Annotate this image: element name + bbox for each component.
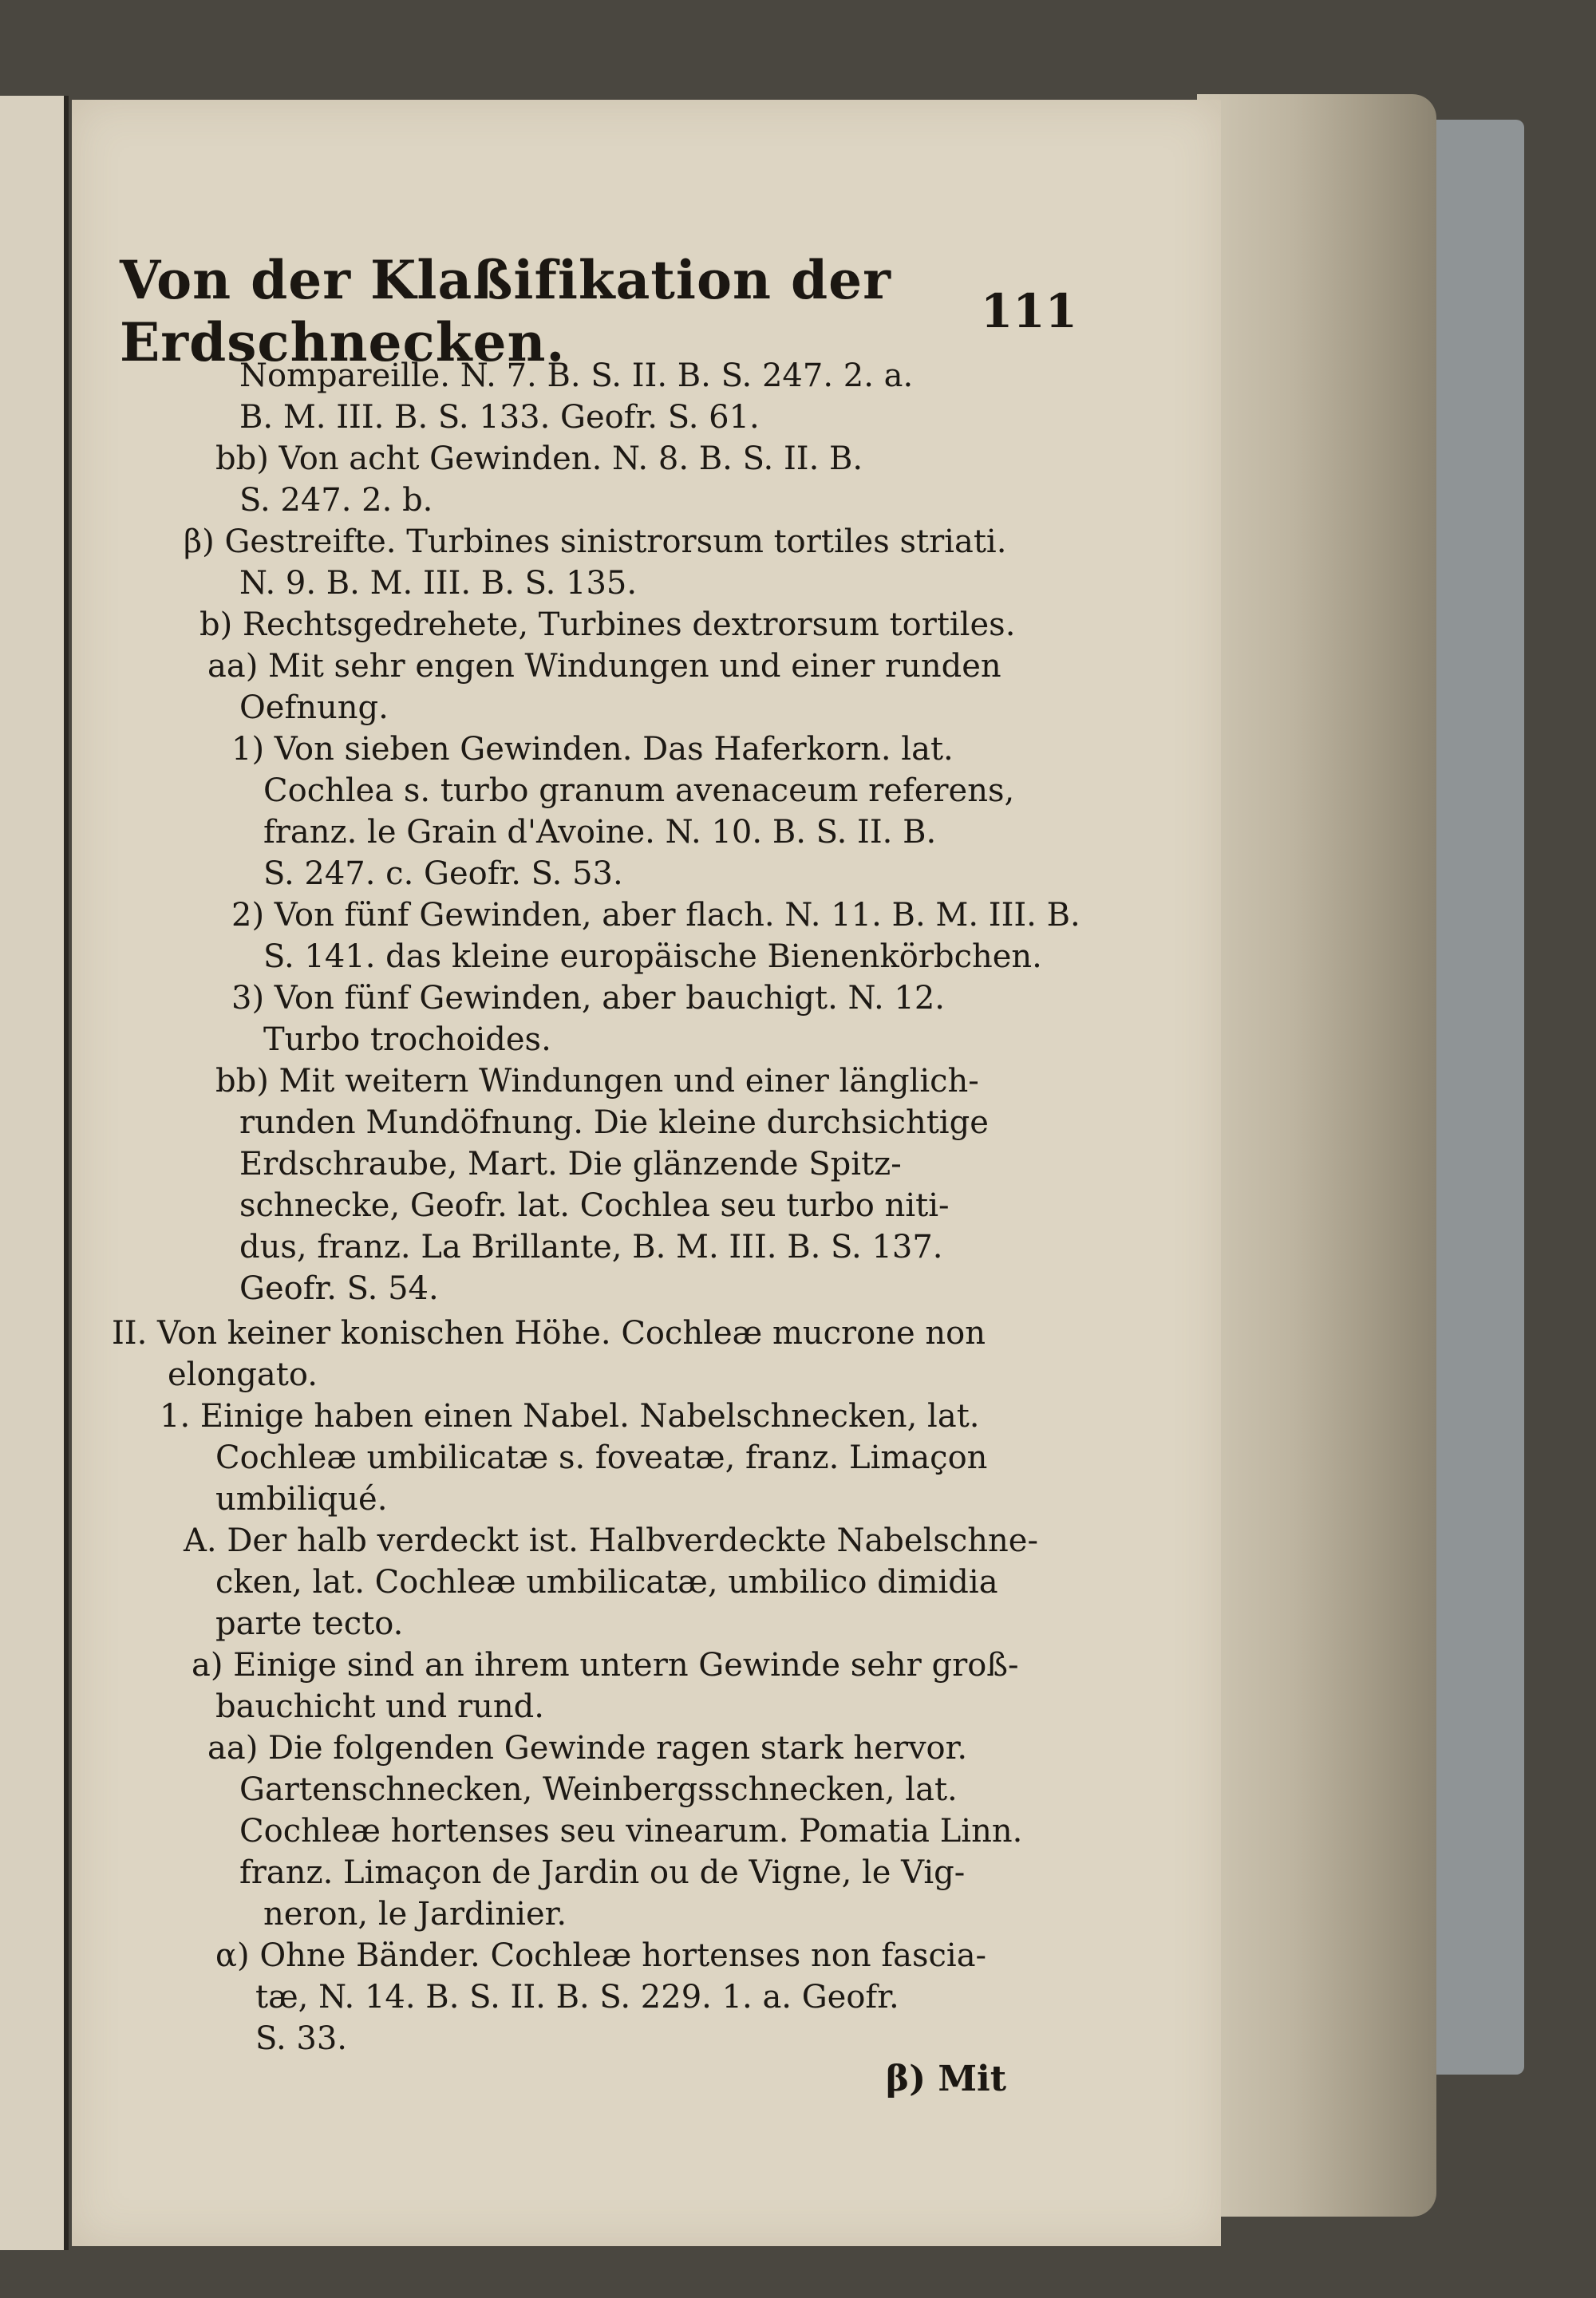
- text-line: a) Einige sind an ihrem untern Gewinde sehr groß-: [192, 1647, 1019, 1684]
- book-page: [72, 100, 1221, 2246]
- text-line: franz. Limaçon de Jardin ou de Vigne, le Vig-: [239, 1854, 966, 1891]
- text-line: elongato.: [168, 1356, 318, 1393]
- text-line: bb) Von acht Gewinden. N. 8. B. S. II. B.: [215, 440, 863, 477]
- text-line: umbiliqué.: [215, 1481, 388, 1518]
- text-line: runden Mundöfnung. Die kleine durchsichtige: [239, 1104, 989, 1141]
- text-line: S. 141. das kleine europäische Bienenkörbchen.: [263, 938, 1042, 975]
- text-line: S. 247. 2. b.: [239, 482, 433, 519]
- text-line: 1. Einige haben einen Nabel. Nabelschnecken, lat.: [160, 1398, 980, 1435]
- text-line: α) Ohne Bänder. Cochleæ hortenses non fascia-: [215, 1937, 987, 1974]
- text-line: Erdschraube, Mart. Die glänzende Spitz-: [239, 1146, 902, 1183]
- text-line: Cochleæ hortenses seu vinearum. Pomatia Linn.: [239, 1813, 1023, 1850]
- text-line: franz. le Grain d'Avoine. N. 10. B. S. II. B.: [263, 814, 937, 851]
- text-line: Cochleæ umbilicatæ s. foveatæ, franz. Limaçon: [215, 1439, 988, 1476]
- text-line: aa) Die folgenden Gewinde ragen stark hervor.: [207, 1730, 968, 1767]
- running-head: Von der Klaßifikation der Erdschnecken.: [120, 249, 891, 373]
- text-line: A. Der halb verdeckt ist. Halbverdeckte Nabelschne-: [184, 1522, 1038, 1559]
- text-line: B. M. III. B. S. 133. Geofr. S. 61.: [239, 399, 760, 436]
- text-line: Cochlea s. turbo granum avenaceum referens,: [263, 772, 1015, 809]
- text-line: b) Rechtsgedrehete, Turbines dextrorsum tortiles.: [200, 606, 1016, 643]
- page-body: [72, 100, 1221, 2246]
- facing-page-edge: [0, 96, 69, 2250]
- text-line: Nompareille. N. 7. B. S. II. B. S. 247. 2. a.: [239, 357, 914, 394]
- text-line: 2) Von fünf Gewinden, aber flach. N. 11. B. M. III. B.: [231, 897, 1080, 934]
- text-line: tæ, N. 14. B. S. II. B. S. 229. 1. a. Geofr.: [255, 1979, 899, 2016]
- text-line: schnecke, Geofr. lat. Cochlea seu turbo niti-: [239, 1187, 950, 1224]
- text-line: 1) Von sieben Gewinden. Das Haferkorn. lat.: [231, 731, 954, 768]
- text-line: neron, le Jardinier.: [263, 1896, 567, 1933]
- page-edges: [1197, 94, 1436, 2217]
- text-line: Oefnung.: [239, 689, 389, 726]
- text-line: bb) Mit weitern Windungen und einer länglich-: [215, 1063, 979, 1100]
- text-line: S. 33.: [255, 2020, 348, 2057]
- text-line: Turbo trochoides.: [263, 1021, 551, 1058]
- text-line: parte tecto.: [215, 1605, 404, 1642]
- text-line: 3) Von fünf Gewinden, aber bauchigt. N. 12.: [231, 980, 946, 1017]
- text-line: N. 9. B. M. III. B. S. 135.: [239, 565, 638, 602]
- catchword: β) Mit: [886, 2059, 1007, 2099]
- page-number: 111: [980, 284, 1077, 338]
- text-line: Gartenschnecken, Weinbergsschnecken, lat.: [239, 1771, 958, 1808]
- text-line: dus, franz. La Brillante, B. M. III. B. S. 137.: [239, 1229, 943, 1265]
- text-line: cken, lat. Cochleæ umbilicatæ, umbilico dimidia: [215, 1564, 998, 1601]
- text-line: bauchicht und rund.: [215, 1688, 544, 1725]
- text-line: β) Gestreifte. Turbines sinistrorsum tortiles striati.: [184, 523, 1007, 560]
- text-line: Geofr. S. 54.: [239, 1270, 439, 1307]
- text-line: II. Von keiner konischen Höhe. Cochleæ mucrone non: [112, 1315, 986, 1352]
- text-line: S. 247. c. Geofr. S. 53.: [263, 855, 623, 892]
- text-line: aa) Mit sehr engen Windungen und einer runden: [207, 648, 1001, 685]
